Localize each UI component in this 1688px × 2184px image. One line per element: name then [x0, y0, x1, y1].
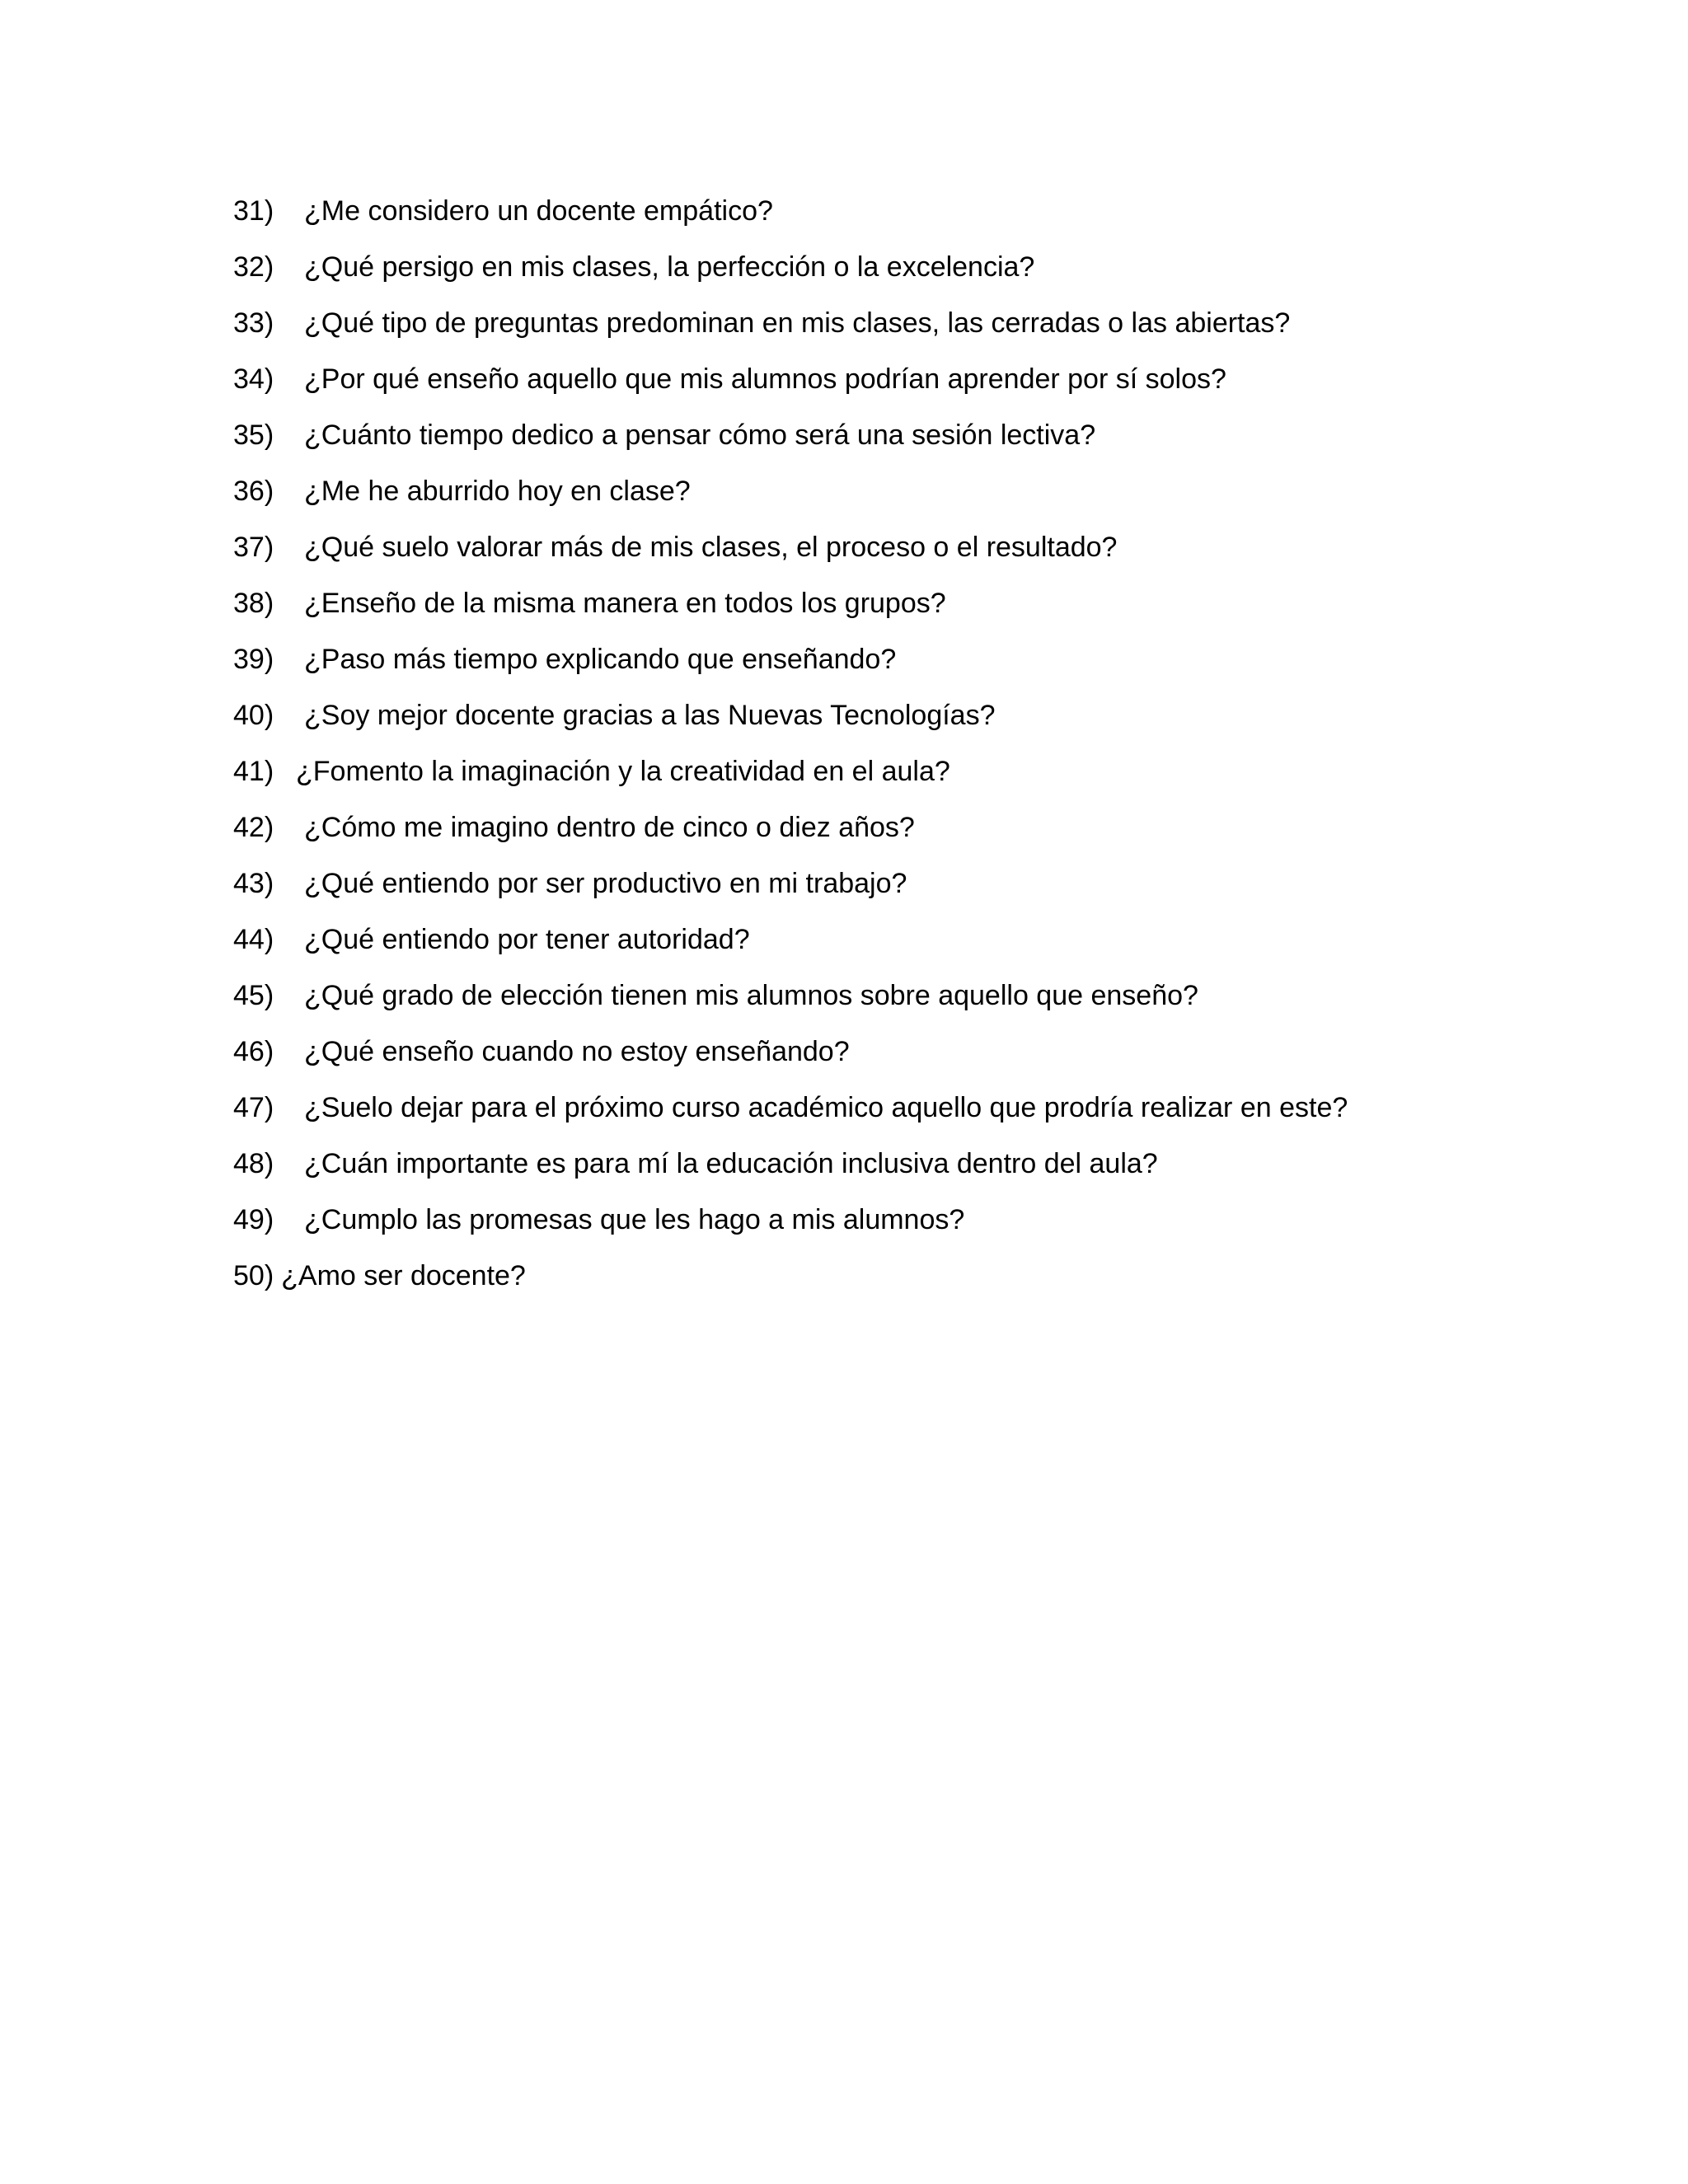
question-text: ¿Enseño de la misma manera en todos los grupos? [304, 588, 946, 619]
question-number: 44) [233, 924, 274, 955]
question-text: ¿Qué entiendo por ser productivo en mi trabajo? [304, 868, 907, 899]
question-text: ¿Fomento la imaginación y la creatividad en el aula? [296, 756, 950, 787]
question-item [233, 414, 1348, 470]
question-text: ¿Qué tipo de preguntas predominan en mis clases, las cerradas o las abiertas? [304, 307, 1291, 339]
question-item [233, 750, 1348, 806]
question-number: 37) [233, 532, 274, 563]
question-list [233, 190, 1348, 1310]
question-item [233, 582, 1348, 638]
question-item [233, 1198, 1348, 1254]
question-number: 46) [233, 1036, 274, 1067]
question-number: 38) [233, 588, 274, 619]
question-number: 45) [233, 980, 274, 1011]
question-item [233, 1142, 1348, 1198]
question-text: ¿Cómo me imagino dentro de cinco o diez años? [304, 812, 915, 843]
question-number: 35) [233, 419, 274, 451]
question-text: ¿Paso más tiempo explicando que enseñando? [304, 644, 897, 675]
question-number: 40) [233, 700, 274, 731]
question-text: ¿Qué persigo en mis clases, la perfección o la excelencia? [304, 251, 1035, 283]
question-item [233, 358, 1348, 414]
question-number: 41) [233, 756, 274, 787]
question-number: 49) [233, 1204, 274, 1235]
question-number: 43) [233, 868, 274, 899]
question-text: ¿Cumplo las promesas que les hago a mis alumnos? [304, 1204, 965, 1235]
question-item [233, 918, 1348, 974]
question-item [233, 1030, 1348, 1086]
question-item [233, 694, 1348, 750]
question-item [233, 526, 1348, 582]
question-text: ¿Cuánto tiempo dedico a pensar cómo será una sesión lectiva? [304, 419, 1096, 451]
question-number: 50) [233, 1260, 274, 1291]
question-number: 39) [233, 644, 274, 675]
question-number: 47) [233, 1092, 274, 1123]
question-number: 42) [233, 812, 274, 843]
question-number: 32) [233, 251, 274, 283]
question-text: ¿Por qué enseño aquello que mis alumnos podrían aprender por sí solos? [304, 363, 1226, 395]
question-number: 36) [233, 476, 274, 507]
question-item [233, 246, 1348, 302]
question-item [233, 974, 1348, 1030]
question-item [233, 638, 1348, 694]
question-text: ¿Qué suelo valorar más de mis clases, el proceso o el resultado? [304, 532, 1118, 563]
question-item [233, 190, 1348, 246]
question-item [233, 470, 1348, 526]
question-text: ¿Suelo dejar para el próximo curso académico aquello que prodría realizar en este? [304, 1092, 1348, 1123]
question-item [233, 302, 1348, 358]
question-item [233, 806, 1348, 862]
question-text: ¿Qué entiendo por tener autoridad? [304, 924, 750, 955]
question-number: 48) [233, 1148, 274, 1179]
question-text: ¿Amo ser docente? [281, 1260, 526, 1291]
question-text: ¿Cuán importante es para mí la educación inclusiva dentro del aula? [304, 1148, 1158, 1179]
question-text: ¿Soy mejor docente gracias a las Nuevas Tecnologías? [304, 700, 996, 731]
question-text: ¿Me he aburrido hoy en clase? [304, 476, 691, 507]
question-number: 31) [233, 195, 274, 227]
question-text: ¿Qué grado de elección tienen mis alumnos sobre aquello que enseño? [304, 980, 1198, 1011]
question-number: 34) [233, 363, 274, 395]
question-item [233, 862, 1348, 918]
question-number: 33) [233, 307, 274, 339]
question-text: ¿Me considero un docente empático? [304, 195, 773, 227]
question-item [233, 1086, 1348, 1142]
question-item [233, 1254, 1348, 1310]
question-text: ¿Qué enseño cuando no estoy enseñando? [304, 1036, 850, 1067]
